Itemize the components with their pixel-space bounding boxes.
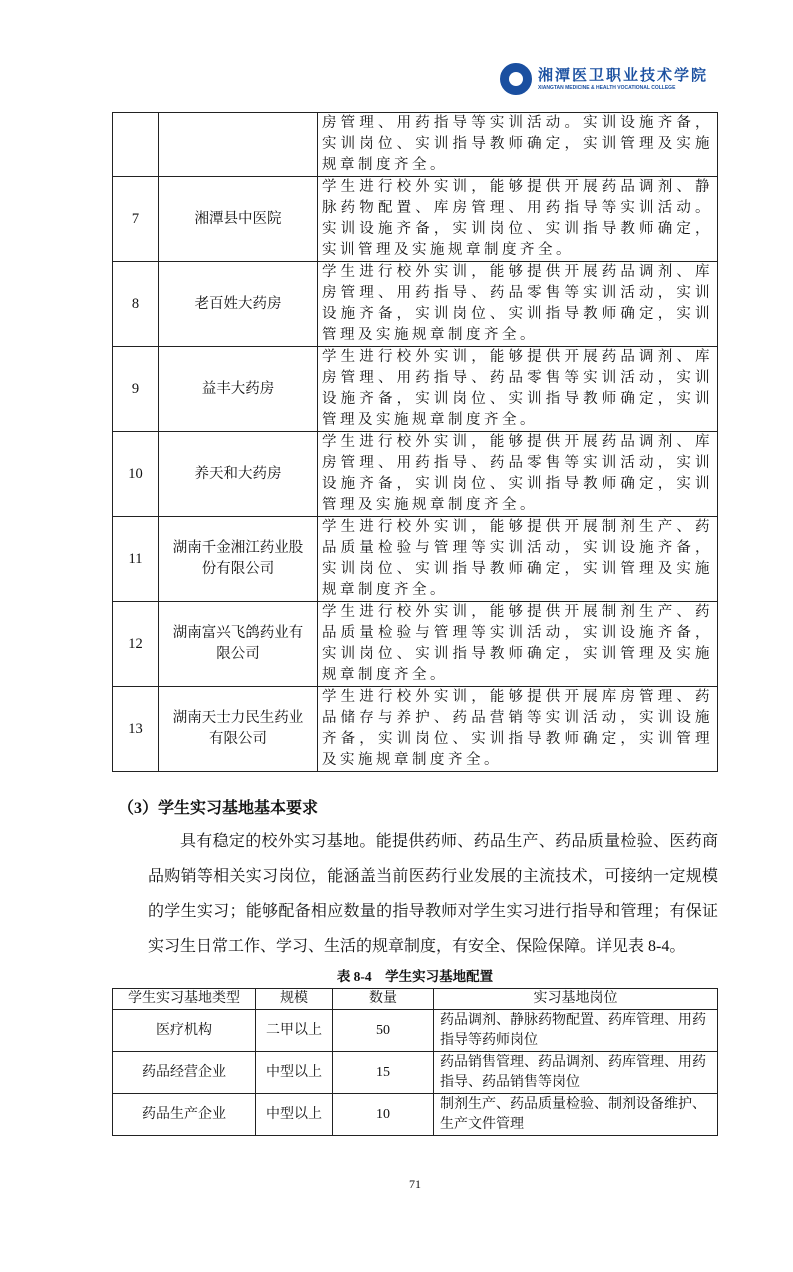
page-number: 71: [409, 1177, 421, 1191]
base-description: 学生进行校外实训，能够提供开展药品调剂、库房管理、用药指导、药品零售等实训活动，实训设施齐备，实训岗位、实训指导教师确定，实训管理及实施规章制度齐全。: [318, 262, 718, 347]
quantity: 10: [333, 1094, 434, 1136]
row-number: [113, 113, 159, 177]
base-name: 湖南千金湘江药业股份有限公司: [159, 517, 318, 602]
base-description: 学生进行校外实训，能够提供开展制剂生产、药品质量检验与管理等实训活动，实训设施齐备，实训岗位、实训指导教师确定，实训管理及实施规章制度齐全。: [318, 602, 718, 687]
base-name: 养天和大药房: [159, 432, 318, 517]
table-row: [113, 602, 718, 687]
table-row: [113, 1094, 718, 1136]
table-row: [113, 432, 718, 517]
table-row: [113, 517, 718, 602]
scale: 中型以上: [256, 1094, 333, 1136]
college-logo: [500, 63, 708, 95]
table-row: [113, 113, 718, 177]
base-name: [159, 113, 318, 177]
positions: 药品销售管理、药品调剂、药库管理、用药指导、药品销售等岗位: [434, 1052, 718, 1094]
table-row: [113, 177, 718, 262]
scale: 中型以上: [256, 1052, 333, 1094]
training-base-table: [112, 112, 718, 772]
row-number: 10: [113, 432, 159, 517]
base-name: 湘潭县中医院: [159, 177, 318, 262]
base-description: 学生进行校外实训，能够提供开展制剂生产、药品质量检验与管理等实训活动，实训设施齐备，实训岗位、实训指导教师确定，实训管理及实施规章制度齐全。: [318, 517, 718, 602]
base-description: 学生进行校外实训，能够提供开展药品调剂、库房管理、用药指导、药品零售等实训活动，实训设施齐备，实训岗位、实训指导教师确定，实训管理及实施规章制度齐全。: [318, 347, 718, 432]
base-type: 药品生产企业: [113, 1094, 256, 1136]
section-paragraph: 具有稳定的校外实习基地。能提供药师、药品生产、药品质量检验、医药商品购销等相关实习岗位，能涵盖当前医药行业发展的主流技术，可接纳一定规模的学生实习；能够配备相应数量的指导教师对学生实习进行指导和管理；有保证实习生日常工作、学习、生活的规章制度，有安全、保险保障。详见表 8-4。: [148, 833, 718, 955]
table-row: [113, 262, 718, 347]
positions: 制剂生产、药品质量检验、制剂设备维护、生产文件管理: [434, 1094, 718, 1136]
row-number: 7: [113, 177, 159, 262]
base-name: 老百姓大药房: [159, 262, 318, 347]
positions: 药品调剂、静脉药物配置、药库管理、用药指导等药师岗位: [434, 1010, 718, 1052]
quantity: 50: [333, 1010, 434, 1052]
base-description: 学生进行校外实训，能够提供开展库房管理、药品储存与养护、药品营销等实训活动，实训设施齐备，实训岗位、实训指导教师确定，实训管理及实施规章制度齐全。: [318, 687, 718, 772]
header-cell: 规模: [256, 989, 333, 1010]
internship-base-table: [112, 988, 718, 1136]
logo-chinese-name: 湘潭医卫职业技术学院: [538, 67, 709, 84]
header-cell: 实习基地岗位: [434, 989, 718, 1010]
header-cell: 学生实习基地类型: [113, 989, 256, 1010]
table-row: [113, 687, 718, 772]
table-caption: 表 8-4 学生实习基地配置: [336, 969, 494, 984]
section-heading: （3）学生实习基地基本要求: [118, 800, 319, 817]
table-row: [113, 1010, 718, 1052]
scale: 二甲以上: [256, 1010, 333, 1052]
base-description: 学生进行校外实训，能够提供开展药品调剂、静脉药物配置、库房管理、用药指导等实训活动。实训设施齐备，实训岗位、实训指导教师确定，实训管理及实施规章制度齐全。: [318, 177, 718, 262]
table-header-row: [113, 989, 718, 1010]
table-row: [113, 1052, 718, 1094]
table-row: [113, 347, 718, 432]
base-description: 学生进行校外实训，能够提供开展药品调剂、库房管理、用药指导、药品零售等实训活动，实训设施齐备，实训岗位、实训指导教师确定，实训管理及实施规章制度齐全。: [318, 432, 718, 517]
base-type: 医疗机构: [113, 1010, 256, 1052]
row-number: 8: [113, 262, 159, 347]
base-name: 湖南富兴飞鸽药业有限公司: [159, 602, 318, 687]
base-type: 药品经营企业: [113, 1052, 256, 1094]
quantity: 15: [333, 1052, 434, 1094]
base-name: 湖南天士力民生药业有限公司: [159, 687, 318, 772]
row-number: 12: [113, 602, 159, 687]
header-cell: 数量: [333, 989, 434, 1010]
college-seal-icon: [500, 63, 532, 95]
row-number: 13: [113, 687, 159, 772]
row-number: 9: [113, 347, 159, 432]
row-number: 11: [113, 517, 159, 602]
base-description: 房管理、用药指导等实训活动。实训设施齐备，实训岗位、实训指导教师确定，实训管理及实施规章制度齐全。: [318, 113, 718, 177]
logo-english-name: XIANGTAN MEDICINE & HEALTH VOCATIONAL COLLEGE: [538, 84, 676, 91]
base-name: 益丰大药房: [159, 347, 318, 432]
